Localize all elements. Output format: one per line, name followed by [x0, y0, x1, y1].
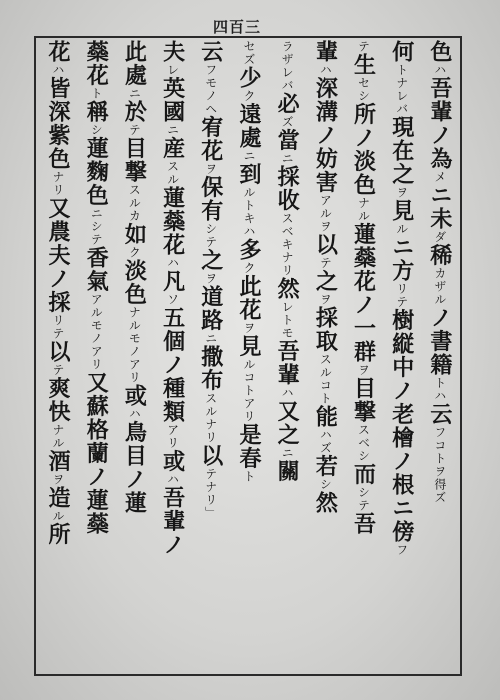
kana-run: レトモ	[280, 300, 295, 340]
kanji-run: 吾輩	[274, 339, 301, 387]
kanji-run: 採收	[274, 165, 301, 212]
kanji-run: 凡	[159, 269, 186, 293]
kanji-run: ニ未	[426, 183, 453, 231]
kanji-run: 如	[121, 222, 148, 246]
kana-run: フ	[394, 543, 409, 557]
kana-run: スル	[165, 160, 180, 186]
kana-run: テ	[356, 40, 371, 53]
kana-run: ナル	[356, 196, 371, 223]
kanji-run: 能	[312, 405, 339, 429]
kanji-run: 生	[350, 53, 377, 77]
kanji-run: 見	[388, 199, 415, 223]
kana-run: フモノヘ	[203, 63, 218, 116]
text-column	[273, 40, 301, 672]
kana-run: ハズ	[318, 428, 333, 455]
kana-run: ズ	[280, 115, 295, 129]
kanji-run: 宥花	[197, 115, 224, 163]
kana-run: ダ	[432, 230, 447, 244]
kanji-run: 稱	[83, 100, 110, 124]
kana-run: ハ	[165, 256, 180, 270]
kana-run: ル	[51, 509, 65, 523]
kana-run: スベシ	[356, 423, 371, 463]
kanji-run: 若	[312, 454, 339, 478]
kanji-run: 樹縦中ノ老檜ノ根ニ傍	[388, 308, 415, 544]
kanji-run: 當	[274, 128, 301, 152]
kana-run: ハ	[432, 63, 447, 77]
kana-run: ニ	[165, 123, 180, 137]
kanji-run: 蓮蘂花	[159, 186, 186, 257]
kanji-run: 之	[312, 269, 339, 293]
kana-run: リテ	[394, 282, 409, 309]
kana-run: ニ	[280, 152, 295, 165]
kanji-run: 必	[274, 92, 301, 116]
kana-run: ヲ	[241, 321, 256, 335]
kanji-run: 保有	[197, 175, 224, 223]
kanji-run: 撒布	[197, 345, 224, 392]
kanji-run: 以	[45, 340, 71, 364]
kana-run: ト	[241, 470, 256, 483]
kanji-run: 色	[426, 40, 453, 64]
kanji-run: 蓮蘂花ノ一群	[350, 222, 377, 364]
kana-run: ク	[241, 89, 256, 103]
kanji-run: 吾	[350, 512, 377, 536]
kanji-run: 遠處	[235, 102, 262, 150]
kana-run: ニ	[127, 87, 142, 100]
kana-run: ク	[127, 246, 142, 259]
kana-run: リ	[51, 314, 65, 327]
kanji-run: 云	[197, 40, 224, 64]
kana-run: ヲ	[203, 162, 218, 176]
kanji-run: 見	[235, 334, 262, 358]
kana-run: ニ	[241, 149, 256, 163]
kanji-run: 英國	[159, 76, 186, 124]
kana-run: テ	[51, 363, 65, 377]
page-number: 四百三	[213, 18, 262, 36]
kanji-run: 蓮麴色	[83, 136, 110, 207]
kanji-run: 造	[45, 486, 71, 510]
kanji-run: 所	[45, 522, 71, 546]
kanji-run: 吾輩ノ為	[426, 76, 453, 171]
kanji-run: 何	[388, 40, 415, 64]
kana-run: ト	[89, 87, 104, 100]
kanji-run: 以	[312, 233, 339, 257]
kana-run: シ	[89, 123, 104, 137]
kana-run: ナル	[51, 423, 65, 450]
kanji-run: 然	[274, 277, 301, 301]
kanji-run: 以	[197, 444, 224, 468]
kanji-run: 少	[235, 66, 262, 90]
kana-run: ナルモノアリ	[127, 306, 142, 384]
kana-run: アリ	[165, 423, 180, 450]
kana-run: ハ	[280, 386, 295, 400]
kana-run: ハ	[318, 63, 333, 77]
kanji-run: ノ書籍	[426, 306, 453, 377]
kana-run: トナレバ	[394, 63, 409, 116]
kana-run: テナリ」	[203, 467, 218, 520]
kana-run: シテ	[356, 486, 371, 512]
kanji-run: ニ方	[388, 235, 415, 283]
kanji-run: 五個ノ種類	[159, 306, 186, 424]
kana-run: ニシテ	[89, 207, 104, 246]
kana-run: テ	[127, 123, 142, 137]
text-column	[82, 40, 110, 672]
kana-run: スベキナリ	[280, 212, 295, 277]
kanji-run: 稀	[426, 243, 453, 267]
kanji-run: 採取	[312, 306, 339, 353]
kanji-run: 現在之	[388, 115, 415, 186]
kanji-run: 此花	[235, 274, 262, 322]
kana-run: シテ	[203, 222, 218, 249]
kana-run: ニ	[280, 446, 295, 460]
kana-run: セズ	[241, 40, 256, 66]
kana-run: カザル	[432, 267, 447, 306]
kanji-run: 爽快	[45, 376, 71, 424]
kanji-run: 吾輩ノ	[159, 486, 186, 557]
kana-run: トハ	[432, 376, 447, 403]
kanji-run: 花	[45, 40, 71, 64]
kanji-run: 酒	[45, 449, 71, 473]
kanji-run: 然	[312, 491, 339, 515]
kanji-run: 春	[235, 446, 262, 470]
kana-run: アルモノアリ	[89, 293, 104, 371]
kana-run: アルヲ	[318, 194, 333, 233]
kanji-run: 之	[197, 248, 224, 272]
kana-run: セシ	[356, 76, 371, 103]
text-column	[44, 40, 72, 672]
kanji-run: 或	[121, 384, 148, 408]
text-column	[426, 40, 454, 672]
kanji-run: 又蘇格蘭ノ蓮蘂	[83, 371, 110, 536]
kanji-run: 是	[235, 423, 262, 447]
kana-run: ナリ	[51, 170, 65, 197]
kana-run: テ	[51, 327, 65, 340]
kanji-run: 而	[350, 462, 377, 486]
kanji-run: 香氣	[83, 246, 110, 293]
kanji-run: 關	[274, 459, 301, 483]
text-column	[159, 40, 187, 672]
kana-run: レ	[165, 63, 180, 77]
kana-run: シ	[318, 478, 333, 491]
text-column	[311, 40, 339, 672]
kanji-run: 或	[159, 449, 186, 473]
kana-run: スルコト	[318, 353, 333, 405]
kanji-run: 多	[235, 238, 262, 262]
kanji-run: 又之	[274, 399, 301, 447]
kanji-run: 産	[159, 136, 186, 160]
text-column	[120, 40, 148, 672]
kanji-run: 輩	[312, 40, 339, 64]
kana-run: ルトキハ	[241, 186, 256, 238]
text-column	[388, 40, 416, 672]
kana-run: ヲ	[318, 293, 333, 306]
kana-run: ニ	[203, 332, 218, 345]
kanji-run: 於	[121, 100, 148, 124]
kanji-run: 深溝ノ妨害	[312, 76, 339, 194]
text-column	[350, 40, 378, 672]
kana-run: スルカ	[127, 183, 142, 223]
kana-run: ル	[394, 222, 409, 236]
kana-run: ルコトアリ	[241, 358, 256, 423]
text-column	[235, 40, 263, 672]
kana-run: メ	[432, 170, 447, 184]
text-columns	[40, 40, 458, 672]
kanji-run: 所ノ淡色	[350, 102, 377, 197]
kanji-run: 蘂	[83, 40, 110, 64]
kanji-run: 到	[235, 162, 262, 186]
kana-run: ハ	[165, 473, 180, 486]
kana-run: テ	[318, 256, 333, 270]
kanji-run: 云	[426, 402, 453, 426]
kana-run: ヲ	[394, 186, 409, 199]
kanji-run: 目撃	[350, 376, 377, 424]
kana-run: ハ	[51, 63, 65, 77]
text-column	[197, 40, 225, 672]
kanji-run: 道路	[197, 285, 224, 332]
kana-run: スルナリ	[203, 392, 218, 444]
kanji-run: 淡色	[121, 259, 148, 306]
kanji-run: 鳥目ノ蓮	[121, 420, 148, 515]
kanji-run: 目撃	[121, 136, 148, 184]
kana-run: ヲ	[356, 363, 371, 377]
kana-run: ヲ	[51, 473, 65, 486]
kanji-run: 皆深紫色	[45, 76, 71, 171]
kana-run: フコトヲ得ズ	[432, 426, 447, 504]
kanji-run: 又農夫ノ採	[45, 196, 71, 314]
kana-run: ヲ	[203, 272, 218, 285]
kanji-run: 花	[83, 63, 110, 87]
kanji-run: 夫	[159, 40, 186, 64]
kana-run: ラザレバ	[280, 40, 295, 92]
kanji-run: 此處	[121, 40, 148, 87]
kana-run: ソ	[165, 293, 180, 306]
kana-run: ハ	[127, 407, 142, 421]
kana-run: ク	[241, 261, 256, 275]
